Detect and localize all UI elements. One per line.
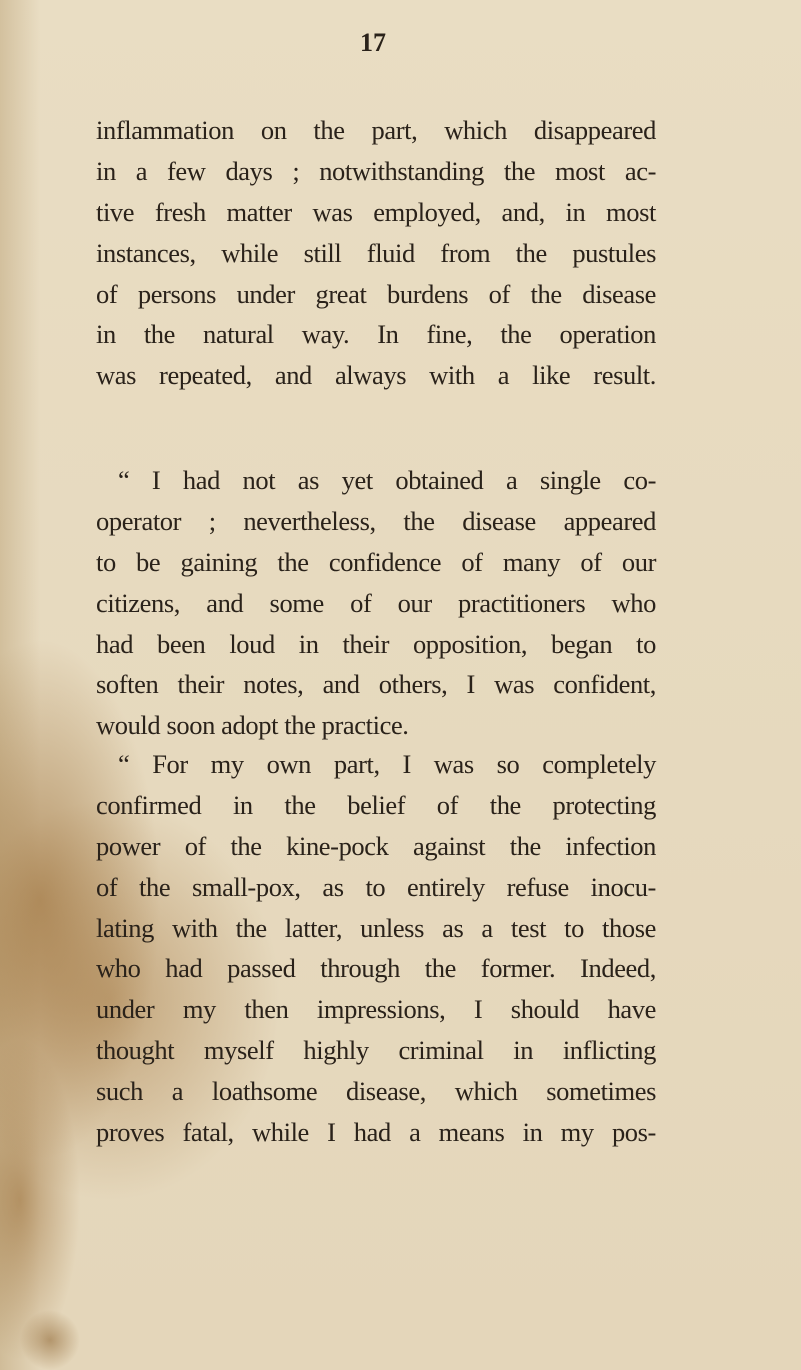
text-line: instances, while still fluid from the pustules [96, 237, 656, 268]
text-line: of persons under great burdens of the disease [96, 278, 656, 309]
text-line: tive fresh matter was employed, and, in most [96, 196, 656, 227]
text-line: would soon adopt the practice. [96, 710, 409, 741]
text-line: who had passed through the former. Indeed, [96, 953, 656, 984]
text-line: thought myself highly criminal in inflicting [96, 1035, 656, 1066]
paragraph-3 [96, 744, 656, 1153]
text-line: soften their notes, and others, I was confident, [96, 669, 656, 700]
text-line: such a loathsome disease, which sometimes [96, 1076, 656, 1107]
paragraph-2 [96, 460, 656, 746]
text-line: confirmed in the belief of the protecting [96, 789, 656, 820]
text-line: operator ; nevertheless, the disease appeared [96, 505, 656, 536]
text-line: in a few days ; notwithstanding the most ac- [96, 155, 656, 186]
text-line: citizens, and some of our practitioners who [96, 587, 656, 618]
text-line: lating with the latter, unless as a test to those [96, 912, 656, 943]
text-line: under my then impressions, I should have [96, 994, 656, 1025]
paragraph-1 [96, 110, 656, 396]
text-line: “ I had not as yet obtained a single co- [118, 465, 656, 495]
text-line: was repeated, and always with a like result. [96, 360, 656, 391]
text-line: in the natural way. In fine, the operation [96, 319, 656, 350]
text-line: proves fatal, while I had a means in my pos- [96, 1117, 656, 1148]
text-line: to be gaining the confidence of many of our [96, 546, 656, 577]
text-line: power of the kine-pock against the infection [96, 830, 656, 861]
text-line: inflammation on the part, which disappeared [96, 115, 656, 145]
text-line: “ For my own part, I was so completely [118, 749, 656, 779]
page-number: 17 [360, 28, 386, 57]
text-line: had been loud in their opposition, began to [96, 628, 656, 659]
text-line: of the small-pox, as to entirely refuse inocu- [96, 871, 656, 902]
